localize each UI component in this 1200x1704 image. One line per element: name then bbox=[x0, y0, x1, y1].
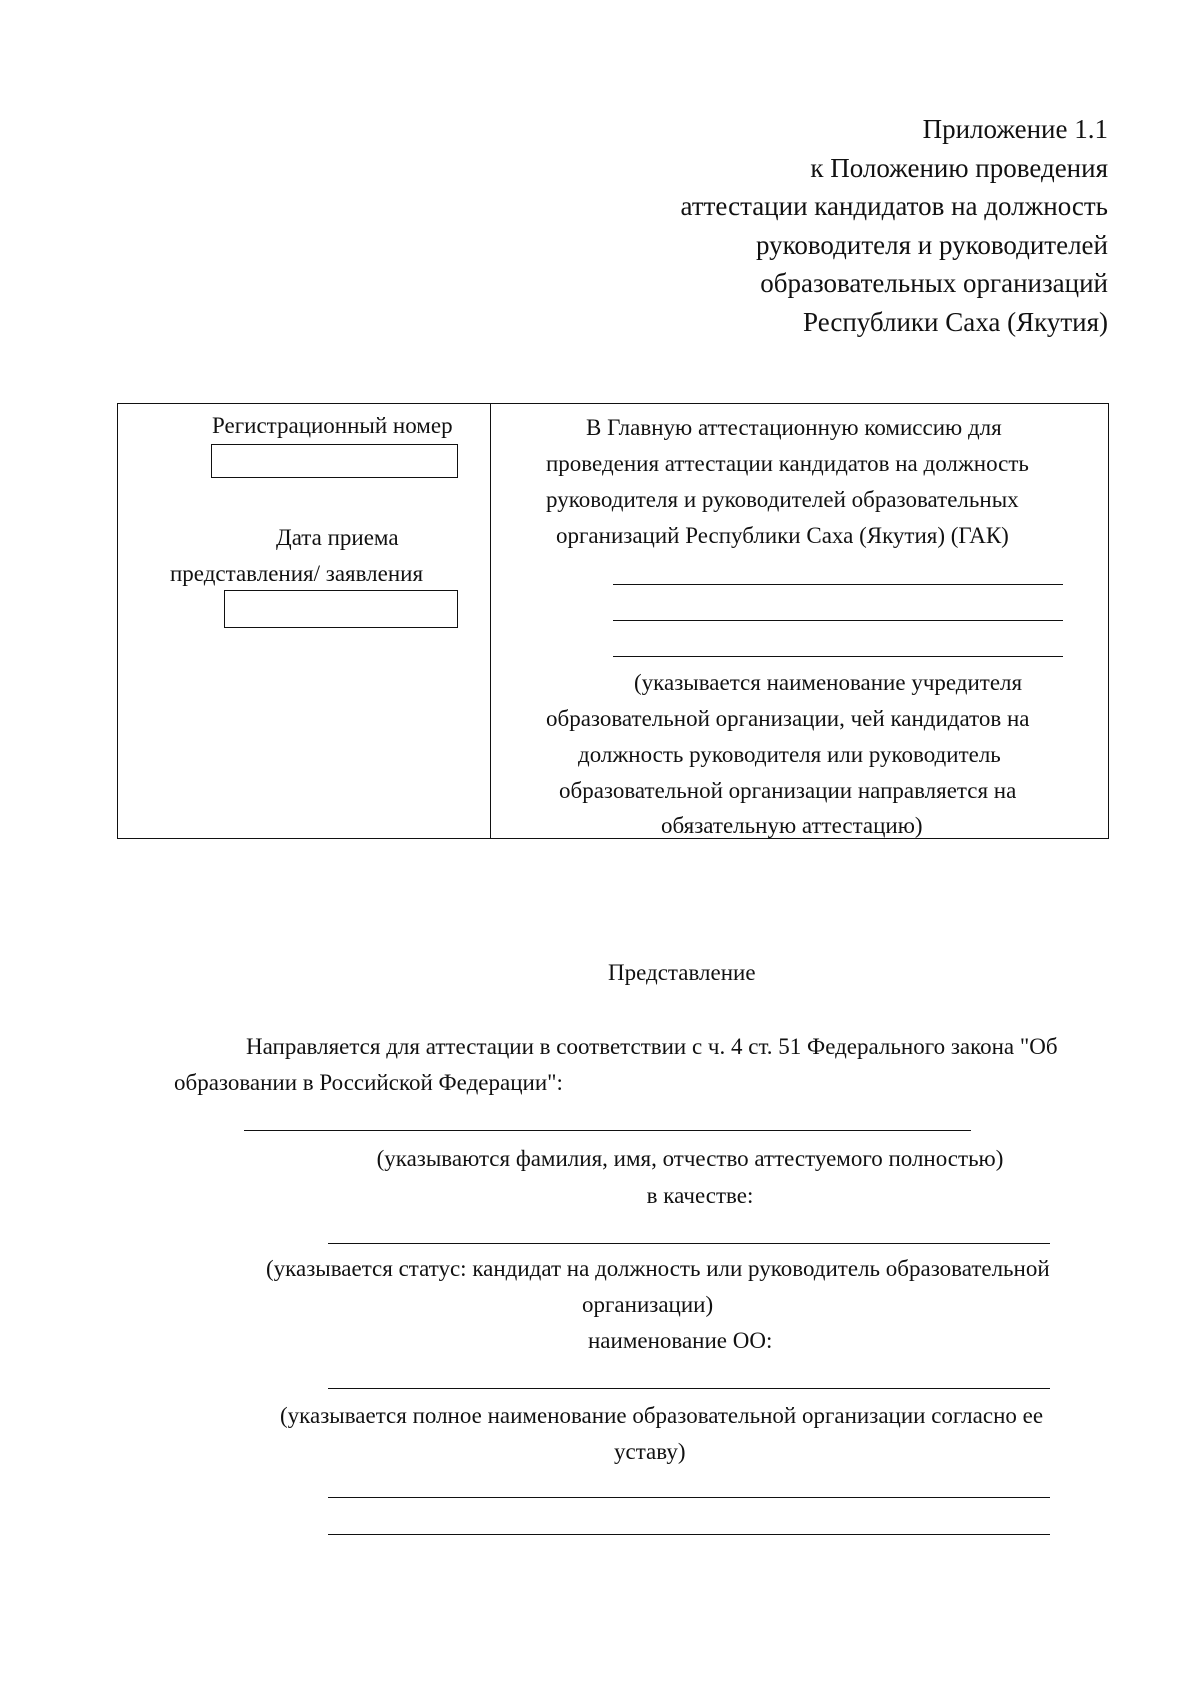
appendix-line-4: руководителя и руководителей bbox=[755, 229, 1108, 260]
extra-fill-line-1[interactable] bbox=[328, 1497, 1050, 1498]
intro-line-1: Направляется для аттестации в соответствии с ч. 4 ст. 51 Федерального закона "Об bbox=[246, 1034, 1058, 1059]
addressee-line-4: организаций Республики Саха (Якутия) (ГАК) bbox=[556, 523, 1009, 548]
status-fill-line[interactable] bbox=[328, 1243, 1050, 1244]
founder-fill-line-1[interactable] bbox=[613, 584, 1063, 585]
document-title: Представление bbox=[608, 960, 756, 985]
intro-line-2: образовании в Российской Федерации": bbox=[174, 1070, 563, 1095]
status-hint-line-1: (указывается статус: кандидат на должность или руководитель образовательной bbox=[266, 1256, 1050, 1281]
founder-hint-line-4: образовательной организации направляется на bbox=[559, 778, 1017, 803]
appendix-line-5: образовательных организаций bbox=[760, 268, 1108, 298]
founder-hint-line-1: (указывается наименование учредителя bbox=[634, 670, 1023, 695]
in-quality-label: в качестве: bbox=[646, 1183, 754, 1208]
appendix-line-6: Республики Саха (Якутия) bbox=[803, 306, 1108, 337]
extra-fill-line-2[interactable] bbox=[328, 1534, 1050, 1535]
org-hint-line-2: уставу) bbox=[614, 1439, 686, 1464]
date-field[interactable] bbox=[224, 590, 458, 628]
appendix-line-1: Приложение 1.1 bbox=[922, 114, 1108, 144]
founder-hint-line-5: обязательную аттестацию) bbox=[661, 813, 923, 838]
appendix-line-3: аттестации кандидатов на должность bbox=[680, 191, 1108, 221]
header-table-divider bbox=[490, 403, 491, 839]
founder-hint-line-3: должность руководителя или руководитель bbox=[578, 742, 1001, 767]
appendix-heading bbox=[548, 110, 1108, 341]
addressee-line-3: руководителя и руководителей образовательных bbox=[546, 487, 1019, 512]
org-hint-line-1: (указывается полное наименование образовательной организации согласно ее bbox=[280, 1403, 1044, 1428]
org-name-label: наименование ОО: bbox=[588, 1328, 773, 1353]
addressee-line-2: проведения аттестации кандидатов на должность bbox=[546, 451, 1029, 476]
reg-number-field[interactable] bbox=[211, 444, 458, 478]
date-label-line-1: Дата приема bbox=[276, 525, 399, 550]
fio-hint: (указываются фамилия, имя, отчество аттестуемого полностью) bbox=[376, 1146, 1004, 1171]
addressee-line-1: В Главную аттестационную комиссию для bbox=[586, 415, 1002, 440]
reg-number-label: Регистрационный номер bbox=[212, 413, 453, 438]
fio-fill-line[interactable] bbox=[244, 1130, 971, 1131]
founder-fill-line-3[interactable] bbox=[613, 656, 1063, 657]
founder-hint-line-2: образовательной организации, чей кандидатов на bbox=[546, 706, 1030, 731]
founder-fill-line-2[interactable] bbox=[613, 620, 1063, 621]
org-fill-line[interactable] bbox=[328, 1388, 1050, 1389]
status-hint-line-2: организации) bbox=[582, 1292, 714, 1317]
date-label-line-2: представления/ заявления bbox=[170, 561, 424, 586]
appendix-line-2: к Положению проведения bbox=[810, 152, 1108, 183]
